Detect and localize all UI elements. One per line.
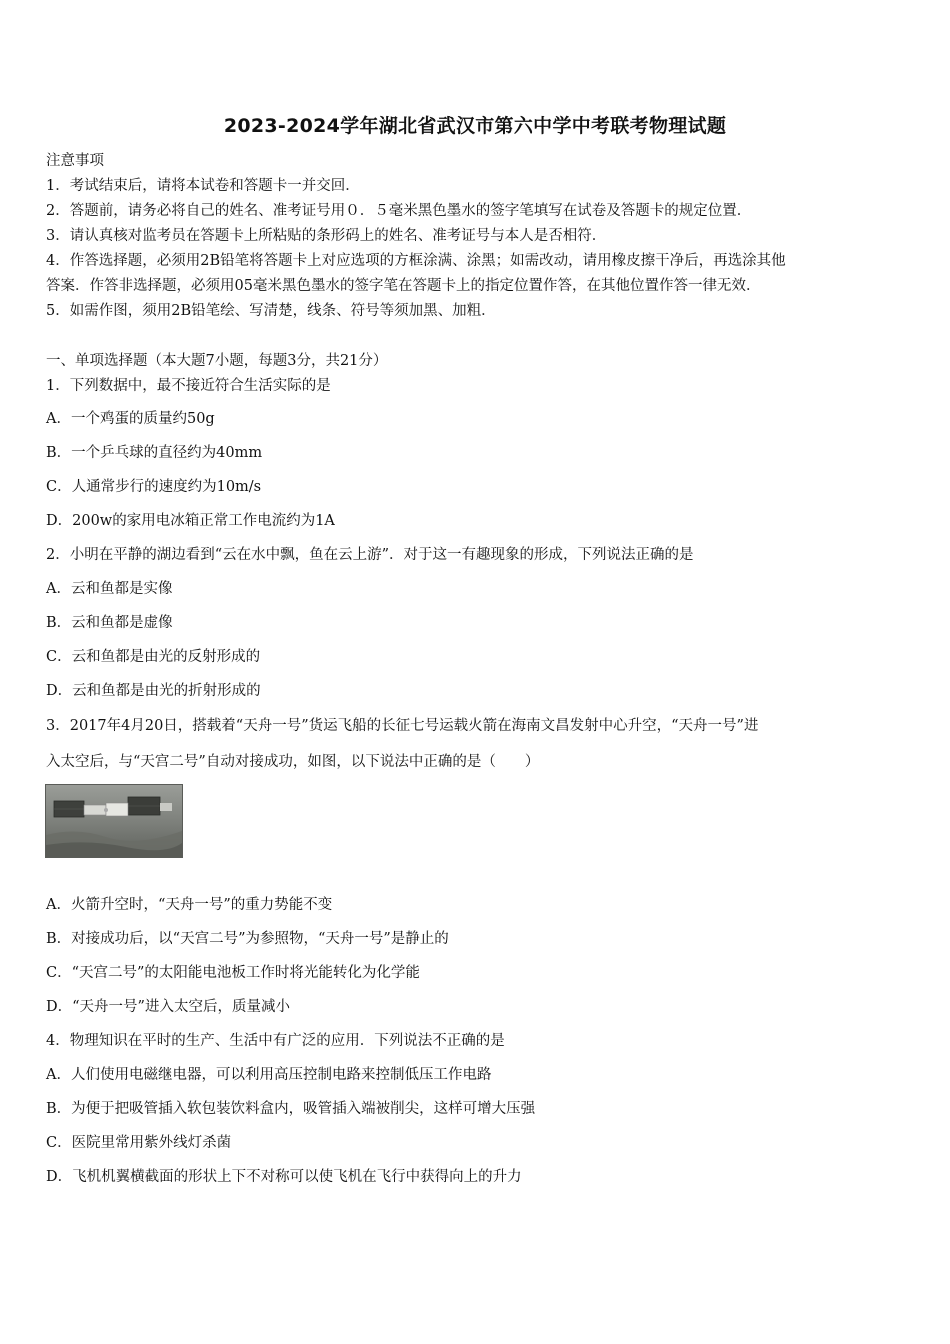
- question-option: A．火箭升空时，“天舟一号”的重力势能不变: [46, 897, 333, 913]
- question-option: D．云和鱼都是由光的折射形成的: [46, 683, 261, 699]
- question-stem: 4．物理知识在平时的生产、生活中有广泛的应用．下列说法不正确的是: [46, 1033, 505, 1049]
- notice-item: 4．作答选择题，必须用2B铅笔将答题卡上对应选项的方框涂满、涂黑；如需改动，请用橡皮擦干净后，再选涂其他: [46, 253, 786, 269]
- spacecraft-docking-photo: [45, 784, 183, 858]
- spacecraft-docking-illustration: [46, 785, 182, 857]
- notice-item: 答案．作答非选择题，必须用05毫米黑色墨水的签字笔在答题卡上的指定位置作答，在其他位置作答一律无效．: [46, 278, 761, 294]
- question-option: A．云和鱼都是实像: [46, 581, 173, 597]
- question-option: D．飞机机翼横截面的形状上下不对称可以使飞机在飞行中获得向上的升力: [46, 1169, 522, 1185]
- question-option: B．对接成功后，以“天宫二号”为参照物，“天舟一号”是静止的: [46, 931, 449, 947]
- section-heading: 一、单项选择题（本大题7小题，每题3分，共21分）: [46, 353, 388, 369]
- question-option: B．云和鱼都是虚像: [46, 615, 173, 631]
- question-stem: 2．小明在平静的湖边看到“云在水中飘，鱼在云上游”．对于这一有趣现象的形成，下列说法正确的是: [46, 547, 694, 563]
- question-option: C．人通常步行的速度约为10m/s: [46, 479, 262, 495]
- question-option: C．“天宫二号”的太阳能电池板工作时将光能转化为化学能: [46, 965, 420, 981]
- question-option: B．为便于把吸管插入软包装饮料盒内，吸管插入端被削尖，这样可增大压强: [46, 1101, 536, 1117]
- page-title: 2023-2024学年湖北省武汉市第六中学中考联考物理试题: [223, 115, 727, 137]
- question-option: A．人们使用电磁继电器，可以利用高压控制电路来控制低压工作电路: [46, 1067, 492, 1083]
- question-stem: 1．下列数据中，最不接近符合生活实际的是: [46, 378, 331, 394]
- notice-item: 5．如需作图，须用2B铅笔绘、写清楚，线条、符号等须加黑、加粗．: [46, 303, 496, 319]
- question-option: D．200w的家用电冰箱正常工作电流约为1A: [46, 513, 335, 529]
- question-option: D．“天舟一号”进入太空后，质量减小: [46, 999, 290, 1015]
- question-stem: 入太空后，与“天宫二号”自动对接成功，如图，以下说法中正确的是（ ）: [46, 754, 540, 770]
- question-option: B．一个乒乓球的直径约为40mm: [46, 445, 263, 461]
- question-option: C．医院里常用紫外线灯杀菌: [46, 1135, 232, 1151]
- question-option: A．一个鸡蛋的质量约50g: [46, 411, 215, 427]
- question-option: C．云和鱼都是由光的反射形成的: [46, 649, 261, 665]
- notice-item: 2．答题前，请务必将自己的姓名、准考证号用０．５毫米黑色墨水的签字笔填写在试卷及答题卡的规定位置．: [46, 203, 752, 219]
- notice-heading: 注意事项: [46, 153, 104, 169]
- question-stem: 3．2017年4月20日，搭载着“天舟一号”货运飞船的长征七号运载火箭在海南文昌发射中心升空，“天舟一号”进: [46, 718, 759, 734]
- notice-item: 1．考试结束后，请将本试卷和答题卡一并交回．: [46, 178, 360, 194]
- notice-item: 3．请认真核对监考员在答题卡上所粘贴的条形码上的姓名、准考证号与本人是否相符．: [46, 228, 607, 244]
